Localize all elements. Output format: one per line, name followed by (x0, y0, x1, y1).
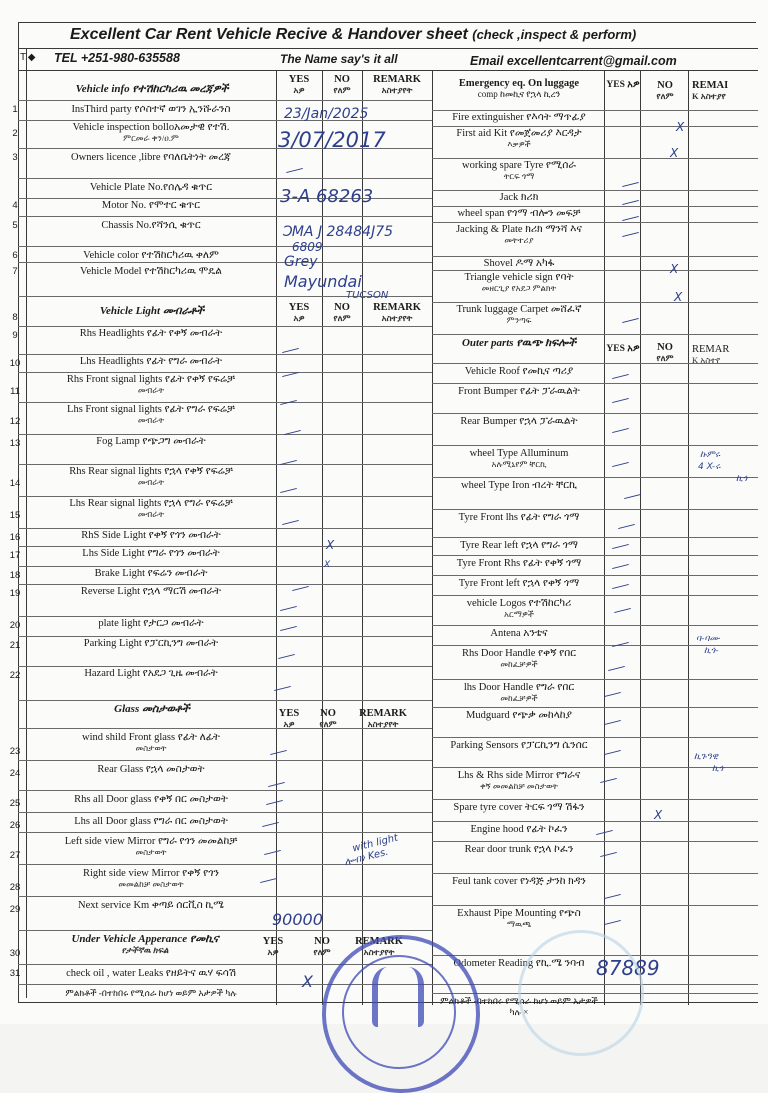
no-header-right: NO የለም (656, 80, 674, 101)
row-line (432, 158, 758, 159)
row-number: 12 (9, 416, 21, 427)
row-number: 7 (12, 266, 18, 277)
outer-parts-heading: Outer parts የዉጭ ክፍሎች (461, 337, 577, 349)
row-number: 14 (9, 478, 21, 489)
light-label: Lhs Front signal lights የፊት የግራ የፍሬቻ መብራት (67, 404, 235, 425)
yes-header-right: YES አዎ (606, 344, 640, 354)
no-header: NO የለም (333, 302, 351, 323)
chassis-hand-2: 6809 (292, 240, 323, 254)
row-number: 13 (9, 438, 21, 449)
row-line (432, 334, 758, 335)
row-line (432, 737, 758, 738)
row-number: 29 (9, 904, 21, 915)
light-label: Parking Light የፓርኪንግ መብራት (83, 638, 219, 649)
row-line (432, 799, 758, 800)
outer-part-item: vehicle Logos የተሽከርካሪ አርማዎች (466, 598, 572, 619)
row-line (18, 262, 432, 263)
row-number: 28 (9, 882, 21, 893)
x-mark: X (674, 290, 683, 304)
row-label: Owners licence ,libre የባለቤትነት መረጃ (71, 152, 231, 163)
outer-part-item: Lhs & Rhs side Mirror የግራና ቀኝ መመልከቻ መስታወት (457, 770, 581, 791)
row-line (18, 326, 432, 327)
row-number: 6 (12, 250, 18, 261)
row-line (18, 178, 432, 179)
row-line (18, 402, 432, 403)
row-label: Vehicle Model የተሽከርካሪዉ ሞዴል (80, 266, 222, 277)
note-parking: ኪጉዓዊ (694, 752, 718, 762)
row-number: 20 (9, 620, 21, 631)
light-label: Rhs Front signal lights የፊት የቀኝ የፍሬቻ መብራት (66, 374, 236, 395)
row-label: Chassis No.የሻንሲ ቁጥር (101, 220, 201, 231)
row-number: 11 (10, 386, 20, 397)
row-number: 22 (9, 670, 21, 681)
outer-part-item: Rear Bumper የኋላ ፓራዉልት (460, 416, 578, 427)
glass-label: wind shild Front glass የፊት ለፊት መስታወት (82, 732, 220, 753)
row-line (432, 302, 758, 303)
row-line (432, 841, 758, 842)
outer-part-item: Parking Sensors የፓርኪንግ ሴንሰር (450, 740, 588, 751)
x-mark: X (670, 262, 679, 276)
company-stamp (322, 935, 480, 1093)
row-line (18, 832, 432, 833)
oil-leak-label: check oil , water Leaks የዘይትና ዉሃ ፍሳሽ (66, 968, 236, 979)
remark-header: REMARK አስተያየት (359, 708, 407, 729)
light-label: plate light የታርጋ መብራት (98, 618, 204, 629)
outer-part-item: Tyre Front Rhs የፊት የቀኝ ጎማ (456, 558, 582, 569)
glass-label: Rhs all Door glass የቀኝ በር መስታወት (74, 794, 228, 805)
yes-header: YES አዎ (262, 936, 284, 957)
vehicle-info-heading: Vehicle info የተሽከርካሪዉ መረጃዎች (75, 83, 229, 95)
title-text: Excellent Car Rent Vehicle Recive & Handover sheet (70, 26, 468, 43)
row-number: 31 (9, 968, 21, 979)
outer-part-item: lhs Door Handle የግራ የበር መከፈቻዎች (463, 682, 575, 703)
row-number: 27 (9, 850, 21, 861)
row-line (432, 537, 758, 538)
row-line (18, 566, 432, 567)
glass-label: Left side view Mirror የግራ የጎን መመልከቻ መስታወት (64, 836, 238, 857)
outer-part-item: Tyre Front left የኋላ የቀኝ ጎማ (458, 578, 580, 589)
row-label: Motor No. የሞተር ቁጥር (101, 200, 201, 211)
service-km-hand: 90000 (272, 910, 323, 929)
row-number: 19 (9, 588, 21, 599)
outer-part-item: wheel Type Alluminum አሉሚኒየም ቸርኪ (469, 448, 569, 469)
row-number: 3 (12, 152, 18, 163)
outer-part-item: Tyre Front lhs የፊት የግራ ጎማ (458, 512, 580, 523)
row-line (432, 509, 758, 510)
light-label: Rhs Rear signal lights የኋላ የቀኝ የፍሬቻ መብራት (69, 466, 233, 487)
note-mirror-2: ሎብነ Kes. (343, 846, 390, 869)
row-line (432, 270, 758, 271)
row-number: 25 (9, 798, 21, 809)
row-line (18, 434, 432, 435)
odometer-hand: 87889 (596, 956, 660, 980)
row-line (18, 120, 432, 121)
x-mark: X (326, 538, 335, 552)
emergency-item: Trunk luggage Carpet መሸፈኛ ምንጣፍ (456, 304, 582, 325)
row-line (18, 812, 432, 813)
glass-label: Lhs all Door glass የግራ በር መስታወት (74, 816, 228, 827)
outer-part-item: Odometer Reading የኪ.ሜ ንባብ (453, 958, 585, 969)
vehicle-light-heading: Vehicle Light መብራቶች (99, 305, 205, 317)
row-number: 8 (12, 312, 18, 323)
row-line (18, 666, 432, 667)
light-label: Reverse Light የኋላ ማርሽ መብራት (80, 586, 222, 597)
row-line (432, 477, 758, 478)
row-number: 4 (12, 200, 18, 211)
row-line (18, 864, 432, 865)
light-label: Brake Light የፍሬን መብራት (94, 568, 208, 579)
row-line (432, 126, 758, 127)
row-line (432, 206, 758, 207)
under-vehicle-heading: Under Vehicle Apperance የመኪና የታችኛዉ ክፍል (71, 933, 219, 955)
row-line (18, 896, 432, 897)
row-number: 15 (9, 510, 21, 521)
outer-part-item: Tyre Rear left የኋላ የግራ ጎማ (460, 540, 578, 551)
light-label: Hazard Light የአደጋ ጊዜ መብራት (84, 668, 218, 679)
yes-header-right: YES አዎ (606, 80, 640, 90)
row-line (18, 546, 432, 547)
row-line (432, 110, 758, 111)
row-line (432, 190, 758, 191)
row-line (18, 100, 432, 101)
yes-header: YES አዎ (278, 708, 300, 729)
row-line (18, 496, 432, 497)
row-line (432, 555, 758, 556)
row-line (18, 790, 432, 791)
emergency-item: Shovel ዶማ አካፋ (483, 258, 555, 269)
outer-part-item: Antena አንቴና (490, 628, 548, 639)
x-mark: X (302, 972, 313, 991)
row-number: 30 (9, 948, 21, 959)
slogan: The Name say's it all (280, 52, 398, 66)
row-line (432, 445, 758, 446)
row-number: 5 (12, 220, 18, 231)
row-line (18, 728, 432, 729)
x-mark: X (654, 808, 663, 822)
x-mark: X (670, 146, 679, 160)
remark-header: REMARK አስተያየት (355, 936, 403, 957)
no-header: NO የለም (333, 74, 351, 95)
light-label: Fog Lamp የጭጋግ መብራት (96, 436, 206, 447)
row-number: 10 (9, 358, 21, 369)
row-number: 2 (12, 128, 18, 139)
color-hand: Grey (284, 254, 318, 270)
row-label: InsThird party የሶስተኛ ወገን ኢንሹራንስ (71, 104, 231, 115)
light-label: RhS Side Light የቀኝ የጎን መብራት (81, 530, 221, 541)
inspection-date-hand: 3/07/2017 (278, 128, 386, 152)
emergency-item: working spare Tyre የሚሰራ ትርፍ ጎማ (462, 160, 576, 181)
email: Email excellentcarrent@gmail.com (470, 54, 677, 68)
no-header: NO የለም (319, 708, 337, 729)
row-label: Vehicle inspection bolloአመታዊ የተሽ. ምርመራ ቀን/ዐ.ም (72, 122, 230, 143)
row-number-header: T.◆ (20, 52, 36, 63)
glass-label: Right side view Mirror የቀኝ የጎን መመልከቻ መስታወት (82, 868, 220, 889)
row-line (432, 383, 758, 384)
plate-hand: 3-A 68263 (280, 186, 374, 207)
row-line (18, 354, 432, 355)
row-line (432, 256, 758, 257)
title-sub: (check ,inspect & perform) (472, 27, 637, 42)
no-header: NO የለም (313, 936, 331, 957)
row-line (432, 707, 758, 708)
note-wheel-3: ኪጎ (736, 474, 748, 484)
row-number: 9 (12, 330, 18, 341)
row-line (18, 636, 432, 637)
row-number: 17 (9, 550, 21, 561)
outer-part-item: Vehicle Roof የመኪና ጣሪያ (464, 366, 574, 377)
row-line (432, 363, 758, 364)
yes-header: YES አዎ (288, 302, 310, 323)
ins-date-hand: 23/Jan/2025 (284, 106, 369, 122)
remark-header-right: REMAR K አስተየ (692, 344, 730, 365)
emergency-item: Jack ክሪክ (499, 192, 539, 203)
emergency-item: wheel span የጎማ ብሎን መፍቻ (457, 208, 581, 219)
yes-header: YES አዎ (288, 74, 310, 95)
light-label: Lhs Side Light የግራ የጎን መብራት (82, 548, 220, 559)
x-mark: X (324, 560, 331, 570)
row-line (432, 625, 758, 626)
emergency-item: Fire extinguisher የእሳት ማጥፊያ (452, 112, 586, 123)
notes-label: ምልክቶች -በተከበሩ የሚሰራ ከሆነ ወይም አታዎች ካሉ (65, 988, 237, 998)
row-line (18, 700, 432, 701)
outer-part-item: wheel Type Iron ብረት ቸርኪ (461, 480, 577, 491)
outer-part-item: Mudguard የጭቃ መከላከያ (466, 710, 572, 721)
remark-header-right: REMAI K አስተያየ (692, 80, 729, 101)
outer-part-item: Front Bumper የፊት ፓራዉልት (458, 386, 580, 397)
note-parking-2: ኪጎ (712, 764, 724, 774)
outer-part-item: Feul tank cover የነዳጅ ታንከ ክዳን (452, 876, 586, 887)
row-line (432, 575, 758, 576)
row-line (18, 930, 432, 931)
row-label: Vehicle Plate No.የሰሌዳ ቁጥር (89, 182, 213, 193)
no-header-right: NO የለም (656, 342, 674, 363)
light-label: Lhs Headlights የፊት የግራ መብራት (79, 356, 223, 367)
outer-part-item: Exhaust Pipe Mounting የጭስ ማዉጫ (457, 908, 581, 929)
light-label: Rhs Headlights የፊት የቀኝ መብራት (79, 328, 223, 339)
outer-part-item: Spare tyre cover ትርፍ ጎማ ሽፋን (453, 802, 585, 813)
emergency-item: Jacking & Plate ክሪክ ማንሻ እና መትተሪያ (456, 224, 582, 245)
row-line (432, 595, 758, 596)
row-line (432, 222, 758, 223)
row-line (18, 616, 432, 617)
row-line (18, 372, 432, 373)
model-hand: Mayundai (284, 272, 362, 291)
row-number: 23 (9, 746, 21, 757)
note-wheel: ኩምሩ (700, 450, 720, 460)
glass-label: Next service Km ቀጣይ ሰርቪስ ኪሜ (78, 900, 224, 911)
row-line (18, 760, 432, 761)
note-antena: ባ-ባሙ (696, 634, 720, 644)
row-line (432, 873, 758, 874)
remark-header: REMARK አስተያየት (373, 302, 421, 323)
row-label: Vehicle color የተሽከርካሪዉ ቀለም (83, 250, 219, 261)
row-number: 1 (12, 104, 18, 115)
emergency-item: Triangle vehicle sign የባት መዘርጊያ የአደጋ ምልክት (464, 272, 574, 293)
row-number: 24 (9, 768, 21, 779)
row-line (18, 584, 432, 585)
model-hand-2: TUCSON (346, 290, 389, 301)
row-number: 16 (9, 532, 21, 543)
outer-part-item: Rhs Door Handle የቀኝ የበር መከፈቻዎች (461, 648, 577, 669)
outer-part-item: Engine hood የፊት ኮፈን (470, 824, 568, 835)
emergency-item: First aid Kit የመጀመሪያ እርዳታ እቃዎች (456, 128, 582, 149)
telephone: TEL +251-980-635588 (54, 51, 180, 65)
row-line (18, 246, 432, 247)
remark-header: REMARK አስተያየት (373, 74, 421, 95)
note-mirror: with light (351, 832, 400, 855)
row-number: 18 (9, 570, 21, 581)
row-line (432, 679, 758, 680)
faded-stamp (518, 930, 644, 1056)
row-line (432, 413, 758, 414)
row-line (18, 464, 432, 465)
x-mark: X (676, 120, 685, 134)
note-antena-2: ኪጎ- (704, 646, 719, 656)
outer-part-item: Rear door trunk የኋላ ኮፈን (464, 844, 574, 855)
glass-label: Rear Glass የኋላ መስታወት (97, 764, 205, 775)
row-line (432, 821, 758, 822)
row-line (432, 767, 758, 768)
glass-heading: Glass መስታወቶች (114, 703, 190, 715)
chassis-hand: ϽMA J 28484J75 (282, 224, 394, 240)
row-line (18, 216, 432, 217)
outer-part-item: ምልክቶች -በተከበሩ የሚሰራ ከሆነ ወይም አታዎች ካሉ × (440, 996, 598, 1017)
row-line (18, 528, 432, 529)
row-number: 21 (9, 640, 21, 651)
row-number: 26 (9, 820, 21, 831)
row-line (432, 905, 758, 906)
light-label: Lhs Rear signal lights የኋላ የግራ የፍሬቻ መብራት (69, 498, 233, 519)
emergency-heading: Emergency eq. On luggage comp ከመኪና የኋላ ኪረን (458, 78, 580, 99)
note-wheel-2: 4 X-ሩ (698, 462, 721, 472)
